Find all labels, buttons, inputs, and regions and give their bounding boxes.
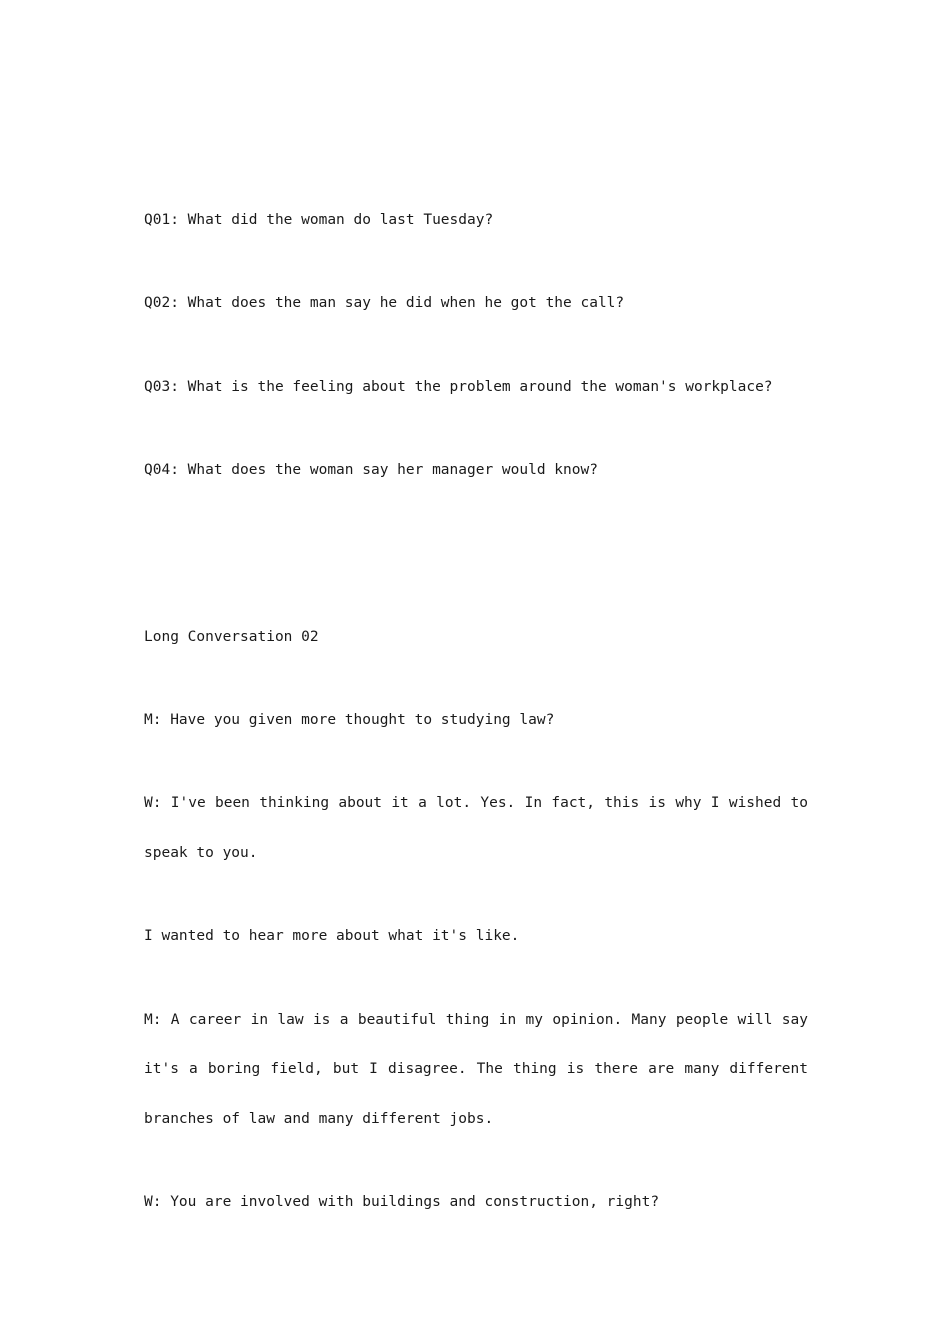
question-4: Q04: What does the woman say her manager would know? [144, 462, 598, 478]
dialogue-man-1: M: Have you given more thought to studying law? [144, 712, 555, 728]
dialogue-man-2-line-3: branches of law and many different jobs. [144, 1111, 494, 1127]
question-1: Q01: What did the woman do last Tuesday? [144, 212, 494, 228]
dialogue-woman-2: W: You are involved with buildings and construction, right? [144, 1194, 660, 1210]
section-title: Long Conversation 02 [144, 629, 319, 645]
question-2: Q02: What does the man say he did when he got the call? [144, 295, 625, 311]
question-3: Q03: What is the feeling about the problem around the woman's workplace? [144, 379, 773, 395]
dialogue-man-2-line-2: it's a boring field, but I disagree. The thing is there are many different [144, 1061, 808, 1077]
dialogue-woman-1-line-2: speak to you. [144, 845, 258, 861]
dialogue-woman-1-line-3: I wanted to hear more about what it's like. [144, 928, 520, 944]
dialogue-man-2-line-1: M: A career in law is a beautiful thing in my opinion. Many people will say [144, 1012, 808, 1028]
dialogue-woman-1-line-1: W: I've been thinking about it a lot. Yes. In fact, this is why I wished to [144, 795, 808, 811]
